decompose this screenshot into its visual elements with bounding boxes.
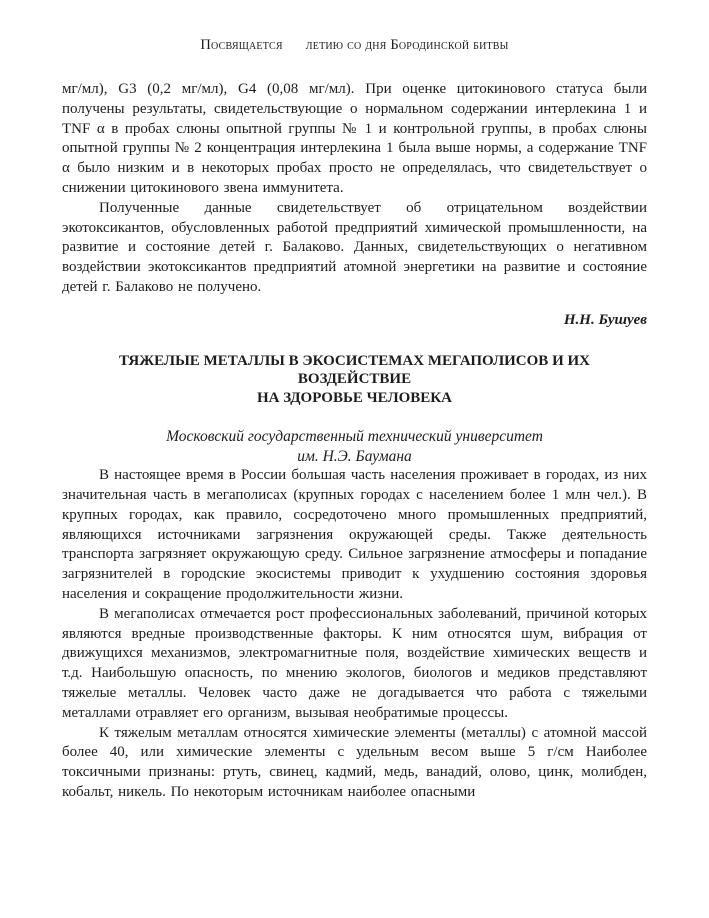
article-paragraph-1: В настоящее время в России большая часть населения проживает в городах, из них значительная часть в мегаполисах (крупных городах с населением более 1 млн чел.). В крупных городах, как правило, сосредоточено много промышленных предприятий, являющихся источниками загрязнения окружающей среды. Также деятельность транспорта загрязняет окружающую среду. Сильное загрязнение атмосферы и попадание загрязнителей в городские экосистемы приводит к ухудшению состояния здоровья населения и сокращение продолжительности жизни. xyxy=(62,467,647,603)
affiliation-line-2: им. Н.Э. Баумана xyxy=(297,447,412,465)
article-title xyxy=(62,352,647,408)
previous-article-paragraph-conclusion: Полученные данные свидетельствует об отрицательном воздействии экотоксикантов, обусловленных работой предприятий химической промышленности, на развитие и состояние детей г. Балаково. Данных, свидетельствующих о негативном воздействии экотоксикантов предприятий атомной энергетики на развитие и состояние детей г. Балаково не получено. xyxy=(62,199,647,295)
article-affiliation xyxy=(62,427,647,466)
article-title-line-1: ТЯЖЕЛЫЕ МЕТАЛЛЫ В ЭКОСИСТЕМАХ МЕГАПОЛИСОВ И ИХ ВОЗДЕЙСТВИЕ xyxy=(119,352,590,388)
dedication-suffix: летию со дня Бородинской битвы xyxy=(305,37,509,53)
author-signature: Н.Н. Бушуев xyxy=(563,311,647,328)
previous-article-paragraph-continuation: мг/мл), G3 (0,2 мг/мл), G4 (0,08 мг/мл). При оценке цитокинового статуса были получены результаты, свидетельствующие о нормальном содержании интерлекина 1 и TNF α в пробах слюны опытной группы № 1 и контрольной группы, в пробах слюны опытной группы № 2 концентрация интерлекина 1 была выше нормы, а содержание TNF α было низким и в некоторых пробах просто не определялась, что свидетельствует о снижении цитокинового звена иммунитета. xyxy=(62,81,647,196)
article-paragraph-2: В мегаполисах отмечается рост профессиональных заболеваний, причиной которых являются вредные производственные факторы. К ним относятся шум, вибрация от движущихся механизмов, электромагнитные поля, воздействие химических веществ и т.д. Наибольшую опасность, по мнению экологов, биологов и медиков представляют тяжелые металлы. Человек часто даже не догадывается что работа с тяжелыми металлами отравляет его организм, вызывая необратимые процессы. xyxy=(62,605,647,721)
article-paragraph-3: К тяжелым металлам относятся химические элементы (металлы) с атомной массой более 40, или химические элементы с удельным весом выше 5 г/см Наиболее токсичными признаны: ртуть, свинец, кадмий, медь, ванадий, олово, цинк, молибден, кобальт, никель. По некоторым источникам наиболее опасными xyxy=(62,724,647,801)
article-title-line-2: НА ЗДОРОВЬЕ ЧЕЛОВЕКА xyxy=(256,389,453,406)
dedication-prefix: Посвящается xyxy=(200,37,283,53)
dedication-header xyxy=(62,36,647,54)
affiliation-line-1: Московский государственный технический университет xyxy=(166,428,543,446)
